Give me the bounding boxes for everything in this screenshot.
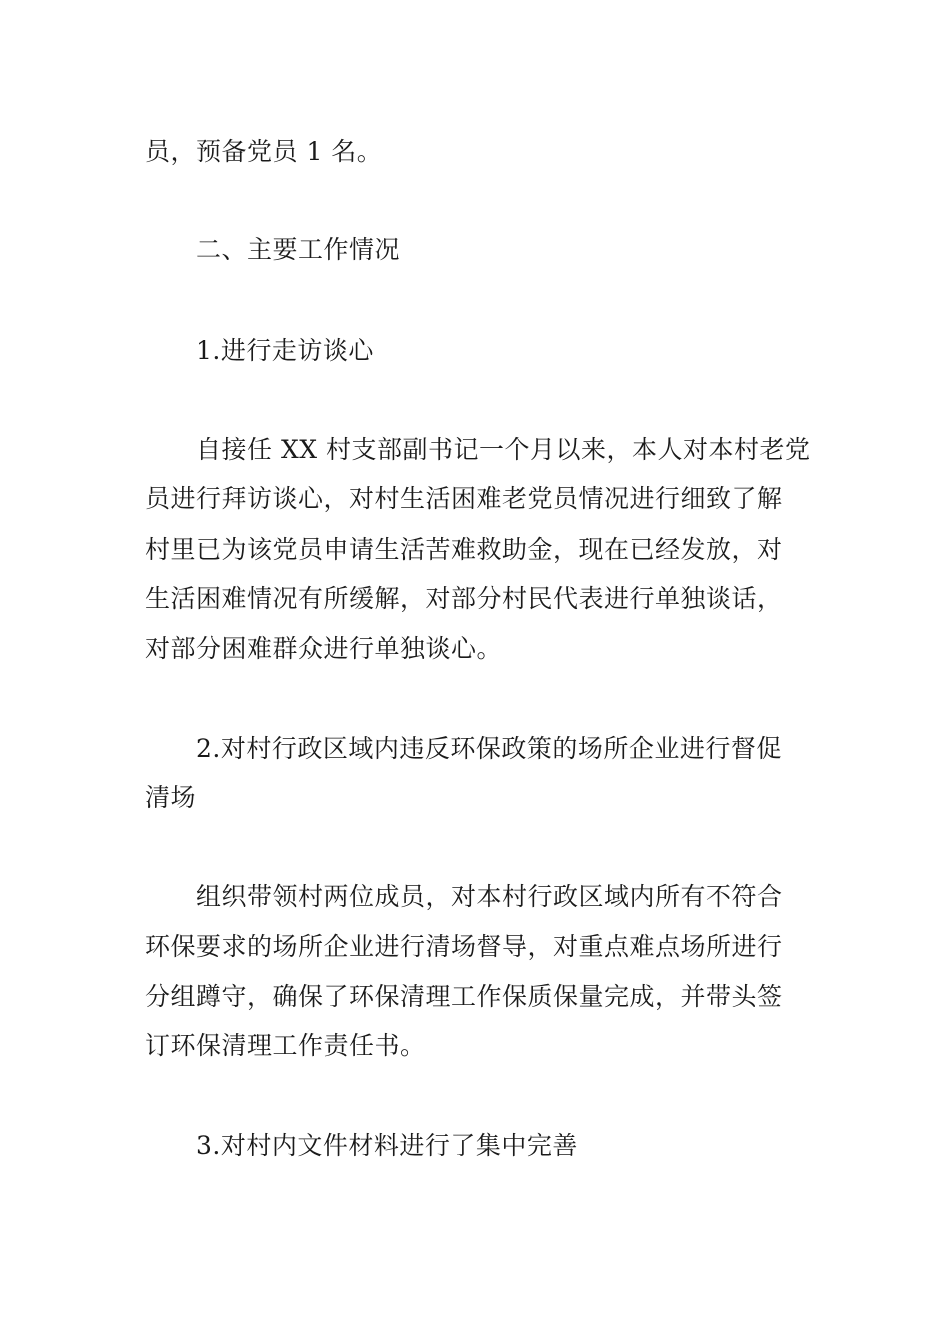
section-heading: 二、主要工作情况	[196, 235, 401, 264]
paragraph-line: 自接任 XX 村支部副书记一个月以来，本人对本村老党	[196, 435, 811, 464]
paragraph-line: 订环保清理工作责任书。	[145, 1031, 426, 1060]
item-1-heading: 1.进行走访谈心	[196, 336, 374, 365]
paragraph-line: 环保要求的场所企业进行清场督导，对重点难点场所进行	[145, 932, 783, 961]
paragraph-line: 生活困难情况有所缓解，对部分村民代表进行单独谈话，	[145, 584, 783, 613]
paragraph-line: 分组蹲守，确保了环保清理工作保质保量完成，并带头签	[145, 982, 783, 1011]
continuation-line: 员，预备党员 1 名。	[145, 137, 383, 166]
item-3-heading: 3.对村内文件材料进行了集中完善	[196, 1131, 578, 1160]
heading-line: 2.对村行政区域内违反环保政策的场所企业进行督促	[196, 734, 782, 763]
paragraph-line: 对部分困难群众进行单独谈心。	[145, 634, 503, 663]
paragraph-line: 组织带领村两位成员，对本村行政区域内所有不符合	[196, 882, 783, 911]
paragraph-line: 村里已为该党员申请生活苦难救助金，现在已经发放，对	[145, 535, 783, 564]
heading-line: 清场	[145, 783, 197, 812]
paragraph-line: 员进行拜访谈心，对村生活困难老党员情况进行细致了解	[145, 484, 783, 513]
